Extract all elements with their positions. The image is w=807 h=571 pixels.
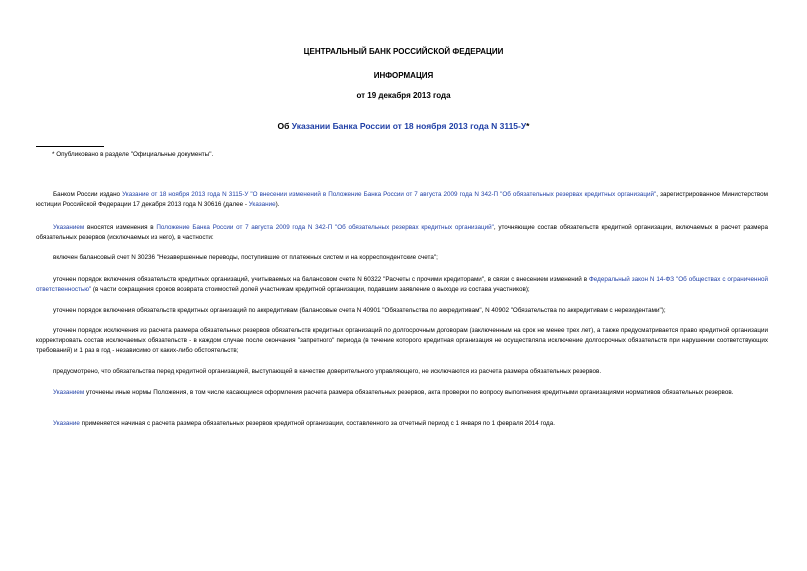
paragraph-directive-issued <box>36 190 768 210</box>
directive-link[interactable]: Указание <box>53 420 80 427</box>
regulation-link[interactable]: Положение Банка России от 7 августа 2009 года N 342-П "Об обязательных резервах кредитных организаций" <box>156 224 494 231</box>
title-prefix: Об <box>277 121 292 131</box>
paragraph-changes <box>36 223 768 243</box>
paragraph-text: уточнены иные нормы Положения, в том числе касающиеся оформления расчета размера обязательных резервов, акта проверки по вопросу выполнения кредитными организациями нормативов обязательных резервов. <box>84 389 734 396</box>
title-footnote-mark: * <box>526 121 530 131</box>
directive-short-link[interactable]: Указание <box>248 201 276 208</box>
directive-full-title-link[interactable]: Указание от 18 ноября 2013 года N 3115-У "О внесении изменений в Положение Банка России от 7 августа 2009 года N 342-П "Об обязательных резервах кредитных организаций" <box>122 191 657 198</box>
document-date: от 19 декабря 2013 года <box>356 91 451 100</box>
paragraph-text: Банком России издано <box>53 191 123 198</box>
paragraph-text: уточнен порядок включения обязательств кредитных организаций, учитываемых на балансовом счете N 60322 "Расчеты с прочими кредиторами", в связи с внесением изменений в <box>53 276 590 283</box>
footnote-text: * Опубликовано в разделе "Официальные документы". <box>52 151 214 158</box>
paragraph-text: (в части сокращения сроков возврата стоимостей долей участникам кредитной организации, подавшим заявление о выходе из состава участников); <box>91 286 530 293</box>
paragraph-account-60322 <box>36 275 768 295</box>
title-directive-link[interactable]: Указании Банка России от 18 ноября 2013 года N 3115-У <box>291 121 527 131</box>
paragraph-letters-of-credit: уточнен порядок включения обязательств кредитных организаций по аккредитивам (балансовые счета N 40901 "Обязательства по аккредитивам", N 40902 "Обязательства по аккредитивам с нерезидентами"); <box>53 307 666 314</box>
paragraph-trustee-obligations: предусмотрено, что обязательства перед кредитной организацией, выступающей в качестве доверительного управляющего, не исключаются из расчета размера обязательных резервов. <box>53 368 602 375</box>
paragraph-text: ). <box>275 201 280 208</box>
directive-link[interactable]: Указанием <box>53 224 85 231</box>
paragraph-text: применяется начиная с расчета размера обязательных резервов кредитной организации, составленного за отчетный период с 1 января по 1 февраля 2014 года. <box>79 420 555 427</box>
paragraph-other-norms <box>36 388 768 398</box>
paragraph-effective-date <box>36 419 768 429</box>
directive-link[interactable]: Указанием <box>53 389 85 396</box>
document-type-heading: ИНФОРМАЦИЯ <box>373 71 434 80</box>
organization-heading: ЦЕНТРАЛЬНЫЙ БАНК РОССИЙСКОЙ ФЕДЕРАЦИИ <box>303 47 504 56</box>
paragraph-text: , уточняющие состав обязательств кредитной организации, включаемых в расчет размера обязательных резервов (исключаемых из него), в частности: <box>36 224 769 241</box>
paragraph-text: вносятся изменения в <box>84 224 157 231</box>
paragraph-long-term-obligations: уточнен порядок исключения из расчета размера обязательных резервов обязательств кредитных организаций по долгосрочным договорам (заключенным на срок не менее трех лет), а также предусматривается право кредитной организации корректировать состав исключаемых обязательств - в каждом случае после окончания "запретного" периода (в течение которого кредитная организация не осуществляла исключение долгосрочных обязательств при нарушении соответствующих требований) и 1 раз в год - независимо от каких-либо обстоятельств; <box>36 327 768 354</box>
document-title <box>0 121 807 131</box>
federal-law-link[interactable]: Федеральный закон N 14-ФЗ "Об обществах с ограниченной ответственностью" <box>36 276 768 293</box>
paragraph-account-30236: включен балансовый счет N 30236 "Незавершенные переводы, поступившие от платежных систем и на корреспондентские счета"; <box>53 254 438 261</box>
footnote-divider <box>36 146 104 147</box>
paragraph-text: , зарегистрированное Министерством юстиции Российской Федерации 17 декабря 2013 года N 30616 (далее - <box>36 191 768 208</box>
